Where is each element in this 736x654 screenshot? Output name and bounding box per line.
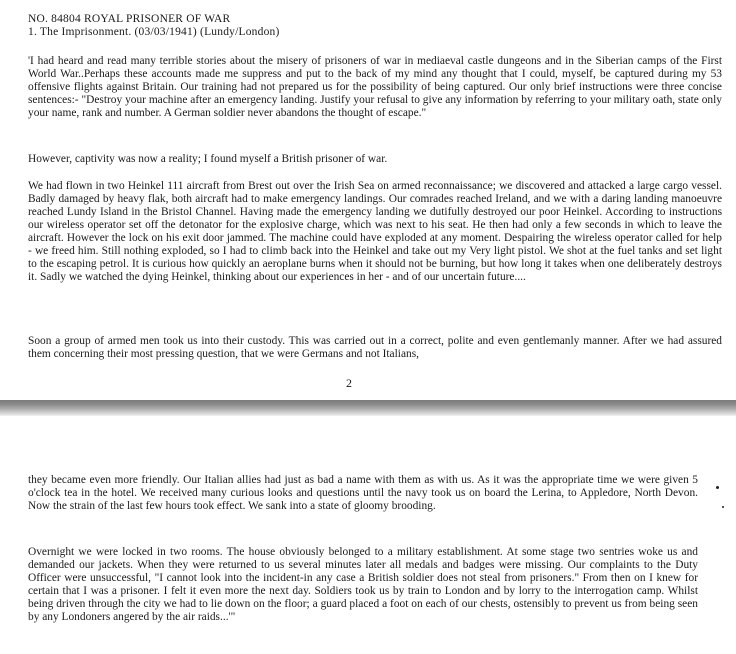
scanned-page-2: [0, 416, 736, 654]
document-title: NO. 84804 ROYAL PRISONER OF WAR: [28, 13, 231, 25]
paragraph-5: they became even more friendly. Our Italian allies had just as bad a name with them as with us. As it was the appropriate time we were given 5 o'clock tea in the hotel. We received many curious looks and questions until the navy took us on board the Lerina, to Appledore, North Devon. Now the strain of the last few hours took effect. We sank into a state of gloomy brooding.: [28, 474, 698, 512]
paragraph-1: 'I had heard and read many terrible stories about the misery of prisoners of war in mediaeval castle dungeons and in the Siberian camps of the First World War..Perhaps these accounts made me suppress and put to the back of my mind any thought that I could, myself, be captured during my 53 offensive flights against Britain. Our training had not prepared us for the possibility of being captured. Our only brief instructions were three concise sentences:- "Destroy your machine after an emergency landing. Justify your refusal to give any information by referring to your military oath, state only your name, rank and number. A German soldier never abandons the thought of escape.": [28, 55, 722, 119]
paragraph-2: However, captivity was now a reality; I found myself a British prisoner of war.: [28, 153, 388, 165]
chapter-heading: 1. The Imprisonment. (03/03/1941) (Lundy/London): [28, 26, 280, 38]
scan-speck: [722, 506, 724, 508]
paragraph-4: Soon a group of armed men took us into their custody. This was carried out in a correct, polite and even gentlemanly manner. After we had assured them concerning their most pressing question, that we were Germans and not Italians,: [28, 335, 722, 360]
paragraph-6: Overnight we were locked in two rooms. The house obviously belonged to a military establishment. At some stage two sentries woke us and demanded our jackets. When they were returned to us several minutes later all medals and badges were missing. Our complaints to the Duty Officer were unsuccessful, "I cannot look into the incident-in any case a British soldier does not steal from prisoners." From then on I knew for certain that I was a prisoner. I felt it even more the next day. Soldiers took us by train to London and by lorry to the interrogation camp. Whilst being driven through the city we had to lie down on the floor; a guard placed a foot on each of our chests, ostensibly to prevent us from being seen by any Londoners angered by the air raids...'": [28, 546, 698, 623]
scan-speck: [716, 486, 719, 489]
page-number: 2: [346, 376, 352, 390]
page-separator: [0, 400, 736, 416]
paragraph-3: We had flown in two Heinkel 111 aircraft from Brest out over the Irish Sea on armed reconnaissance; we discovered and attacked a large cargo vessel. Badly damaged by heavy flak, both aircraft had to make emergency landings. Our comrades reached Ireland, and we with a daring landing manoeuvre reached Lundy Island in the Bristol Channel. Having made the emergency landing we dutifully destroyed our poor Heinkel. According to instructions our wireless operator set off the detonator for the explosive charge, which was next to his seat. He then had only a few seconds in which to leave the aircraft. However the lock on his exit door jammed. The machine could have exploded at any moment. Despairing the wireless operator called for help - we freed him. Still nothing exploded, so I had to climb back into the Heinkel and take out my Very light pistol. We shot at the fuel tanks and set light to the escaping petrol. It is curious how quickly an aeroplane burns when it should not be burning, but how long it takes when one deliberately destroys it. Sadly we watched the dying Heinkel, thinking about our experiences in her - and of our uncertain future....: [28, 180, 722, 283]
